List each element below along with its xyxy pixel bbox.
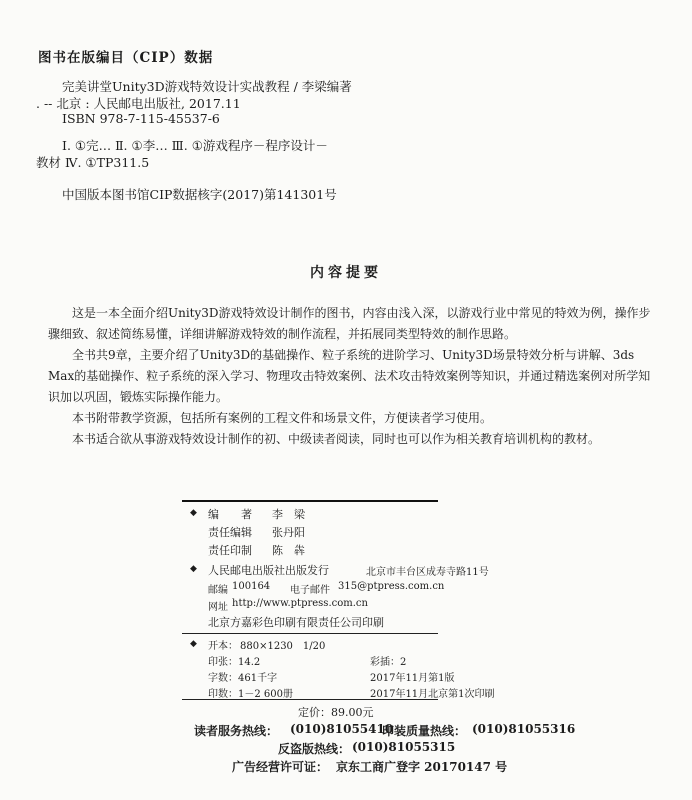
print-company: 北京方嘉彩色印刷有限责任公司印刷 (208, 616, 384, 629)
cip-isbn-line: ISBN 978-7-115-45537-6 (62, 111, 220, 126)
word-count: 字数：461千字 (208, 673, 278, 684)
quality-hotline-label: 印装质量热线： (382, 724, 467, 738)
diamond-icon: ◆ (190, 508, 197, 518)
summary-paragraph: 这是一本全面介绍Unity3D游戏特效设计制作的图书，内容由浅入深，以游戏行业中常见的特效为例，操作步骤细致、叙述简练易懂，详细讲解游戏特效的制作流程，并拓展同类型特效的制作思路。 (48, 306, 651, 341)
print-run: 印数：1－2 600册 (208, 689, 293, 700)
format-value: 880×1230 1/20 (240, 641, 326, 652)
summary-paragraph: 全书共9章，主要介绍了Unity3D的基础操作、粒子系统的进阶学习、Unity3D场景特效分析与讲解、3ds Max的基础操作、粒子系统的深入学习、物理攻击特效案例、法术攻击特效案例等知识，并通过精选案例对所学知识加以巩固，锻炼实际操作能力。 (48, 348, 651, 404)
cip-heading: 图书在版编目（CIP）数据 (38, 50, 214, 66)
cip-publish-line: . -- 北京 : 人民邮电出版社, 2017.11 (36, 96, 241, 111)
author-label: 编 著 (208, 508, 252, 521)
cip-title-line: 完美讲堂Unity3D游戏特效设计实战教程 / 李梁编著 (62, 79, 352, 94)
printing-date: 2017年11月北京第1次印刷 (370, 689, 495, 700)
ad-license-label: 广告经营许可证： (232, 760, 329, 774)
print-manager-label: 责任印制 (208, 544, 252, 557)
cip-class-line-1: Ⅰ. ①完… Ⅱ. ①李… Ⅲ. ①游戏程序－程序设计－ (62, 138, 328, 153)
colophon-bottom-rule (182, 699, 438, 700)
piracy-hotline-label: 反盗版热线： (278, 742, 351, 756)
editor-label: 责任编辑 (208, 526, 252, 539)
sheets: 印张：14.2 (208, 657, 261, 668)
publisher-line: 人民邮电出版社出版发行 (208, 564, 329, 577)
publisher-address: 北京市丰台区成寿寺路11号 (366, 567, 489, 578)
quality-hotline: (010)81055316 (472, 722, 576, 736)
diamond-icon: ◆ (190, 639, 197, 649)
service-hotline-label: 读者服务热线： (194, 724, 279, 738)
cip-verify-line: 中国版本图书馆CIP数据核字(2017)第141301号 (62, 187, 337, 202)
author-name: 李 梁 (272, 508, 305, 521)
editor-name: 张丹阳 (272, 526, 305, 539)
email-label: 电子邮件 (290, 585, 330, 596)
diamond-icon: ◆ (190, 564, 197, 574)
summary-paragraph: 本书附带教学资源，包括所有案例的工程文件和场景文件，方便读者学习使用。 (72, 411, 493, 425)
postcode-label: 邮编 (208, 585, 228, 596)
color-pages: 彩插：2 (370, 657, 407, 668)
summary-title: 内容提要 (310, 265, 382, 281)
edition: 2017年11月第1版 (370, 673, 455, 684)
ad-license: 京东工商广登字 20170147 号 (336, 760, 508, 774)
summary-paragraph: 本书适合欲从事游戏特效设计制作的初、中级读者阅读，同时也可以作为相关教育培训机构的教材。 (72, 432, 601, 446)
website-label: 网址 (208, 602, 228, 613)
postcode-value: 100164 (232, 581, 271, 592)
colophon-divider (182, 633, 438, 634)
service-hotline: (010)81055410 (290, 722, 394, 736)
piracy-hotline: (010)81055315 (352, 740, 456, 754)
website-value: http://www.ptpress.com.cn (232, 598, 368, 609)
cip-class-line-2: 教材 Ⅳ. ①TP311.5 (36, 155, 150, 170)
format-label: 开本： (208, 641, 238, 652)
print-manager-name: 陈 犇 (272, 544, 305, 557)
price: 定价：89.00元 (298, 706, 374, 719)
email-value: 315@ptpress.com.cn (338, 581, 445, 592)
colophon-top-rule (182, 500, 438, 502)
